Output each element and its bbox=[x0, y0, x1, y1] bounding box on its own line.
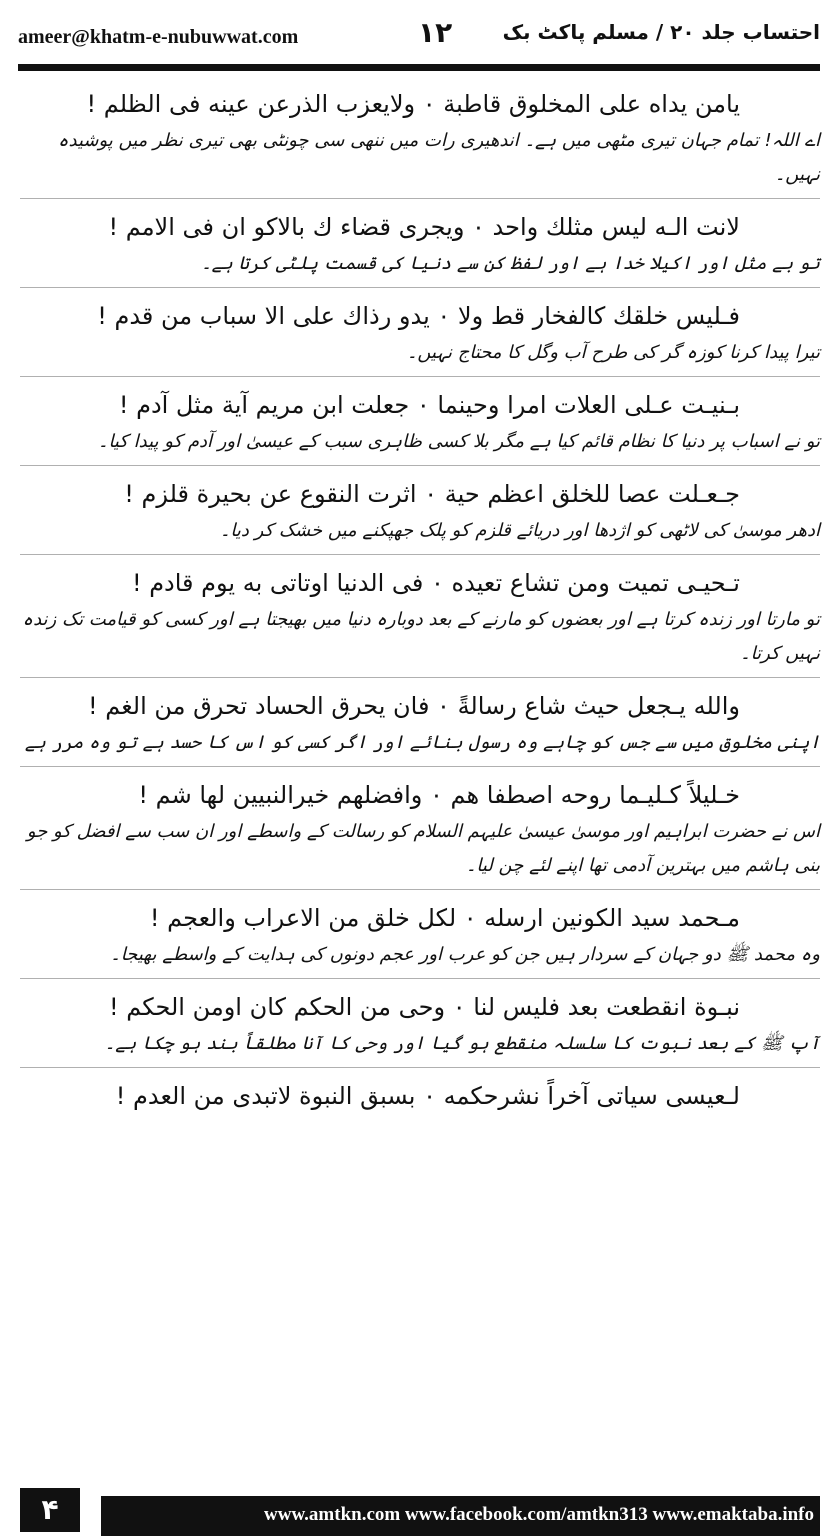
stanza bbox=[20, 563, 820, 671]
urdu-translation: اپنی مخلوق میں سے جس کو چاہے وہ رسول بنائے اور اگر کسی کو اس کا حسد ہے تو وہ مرر ہے bbox=[24, 732, 820, 753]
urdu-translation: وہ محمد ﷺ دو جہان کے سردار ہیں جن کو عرب اور عجم دونوں کی ہدایت کے واسطے بھیجا۔ bbox=[110, 944, 820, 965]
stanza-divider bbox=[20, 376, 820, 377]
arabic-verse: جـعـلت عصا للخلق اعظم حية ۰ اثرت النقوع عن بحيرة قلزم ! bbox=[124, 480, 740, 508]
stanza-divider bbox=[20, 978, 820, 979]
urdu-translation: تو نے اسباب پر دنیا کا نظام قائم کیا ہے مگر بلا کسی ظاہری سبب کے عیسیٰ اور آدم کو پیدا کیا۔ bbox=[97, 431, 820, 452]
urdu-translation: آپ ﷺ کے بعد نبوت کا سلسلہ منقطع ہو گیا اور وحی کا آنا مطلقاً بند ہو چکا ہے۔ bbox=[104, 1033, 820, 1054]
stanza-divider bbox=[20, 766, 820, 767]
stanza bbox=[20, 207, 820, 281]
arabic-verse: يامن يداه على المخلوق قاطبة ۰ ولايعزب الذرعن عينه فى الظلم ! bbox=[86, 90, 740, 118]
header-page-number: ۱۲ bbox=[418, 16, 453, 49]
stanza-divider bbox=[20, 465, 820, 466]
stanza bbox=[20, 987, 820, 1061]
stanza-divider bbox=[20, 889, 820, 890]
arabic-verse: نبـوة انقطعت بعد فليس لنا ۰ وحى من الحكم كان اومن الحكم ! bbox=[109, 993, 740, 1021]
arabic-verse: لانت الـه ليس مثلك واحد ۰ ويجرى قضاء ك بالاكو ان فى الامم ! bbox=[108, 213, 740, 241]
arabic-verse: تـحيـى تميت ومن تشاع تعيده ۰ فى الدنيا اوتاتى به يوم قادم ! bbox=[131, 569, 740, 597]
stanza bbox=[20, 898, 820, 972]
footer-page-number: ۴ bbox=[20, 1488, 80, 1532]
urdu-translation: ادھر موسیٰ کی لاٹھی کو اژدھا اور دریائے قلزم کو پلک جھپکنے میں خشک کر دیا۔ bbox=[219, 520, 820, 541]
footer-page-number-box bbox=[20, 1493, 101, 1536]
stanza bbox=[20, 1076, 820, 1116]
arabic-verse: والله يـجعل حيث شاع رسالةً ۰ فان يحرق الحساد تحرق من الغم ! bbox=[88, 692, 740, 720]
arabic-verse: مـحمد سيد الكونين ارسله ۰ لكل خلق من الاعراب والعجم ! bbox=[149, 904, 740, 932]
stanza bbox=[20, 385, 820, 459]
stanza-divider bbox=[20, 287, 820, 288]
footer-links[interactable]: www.amtkn.com www.facebook.com/amtkn313 www.emaktaba.info bbox=[264, 1504, 814, 1525]
stanza bbox=[20, 775, 820, 883]
stanza bbox=[20, 296, 820, 370]
arabic-verse: خـليلاً كـليـما روحه اصطفا هم ۰ وافضلهم خيرالنبيين لها شم ! bbox=[138, 781, 740, 809]
page-header bbox=[18, 16, 820, 60]
arabic-verse: فـليس خلقك كالفخار قط ولا ۰ يدو رذاك على الا سباب من قدم ! bbox=[97, 302, 740, 330]
urdu-translation: اے اللہ! تمام جہان تیری مٹھی میں ہے۔ اندھیری رات میں ننھی سی چونٹی بھی تیری نظر میں پوشیدہ نہیں۔ bbox=[57, 130, 820, 185]
header-rule bbox=[18, 64, 820, 71]
arabic-verse: لـعيسى سياتى آخراً نشرحكمه ۰ بسبق النبوة لاتبدى من العدم ! bbox=[115, 1082, 740, 1110]
stanza-divider bbox=[20, 1067, 820, 1068]
stanza bbox=[20, 686, 820, 760]
page-footer bbox=[20, 1493, 820, 1536]
urdu-translation: تو مارتا اور زندہ کرتا ہے اور بعضوں کو مارنے کے بعد دوبارہ دنیا میں بھیجتا ہے اور کسی کو قیامت تک زندہ نہیں کرتا۔ bbox=[22, 609, 820, 664]
stanza bbox=[20, 84, 820, 192]
arabic-verse: بـنيـت عـلى العلات امرا وحينما ۰ جعلت ابن مريم آية مثل آدم ! bbox=[118, 391, 740, 419]
urdu-translation: اس نے حضرت ابراہیم اور موسیٰ عیسیٰ علیہم السلام کو رسالت کے واسطے اور ان سب سے افضل کو جو بنی ہاشم میں بہترین آدمی تھا اپنے لئے چن لیا۔ bbox=[26, 821, 820, 876]
stanza bbox=[20, 474, 820, 548]
stanza-divider bbox=[20, 677, 820, 678]
urdu-translation: تو بے مثل اور اکیلا خدا ہے اور لفظ کن سے دنیا کی قسمت پلٹی کرتا ہے۔ bbox=[201, 253, 820, 274]
header-email: ameer@khatm-e-nubuwwat.com bbox=[18, 26, 299, 48]
poem-body bbox=[20, 84, 820, 1116]
header-book-title: احتساب جلد ۲۰ / مسلم پاکٹ بک bbox=[502, 20, 820, 44]
urdu-translation: تیرا پیدا کرنا کوزہ گر کی طرح آب وگل کا محتاج نہیں۔ bbox=[406, 342, 820, 363]
stanza-divider bbox=[20, 198, 820, 199]
stanza-divider bbox=[20, 554, 820, 555]
